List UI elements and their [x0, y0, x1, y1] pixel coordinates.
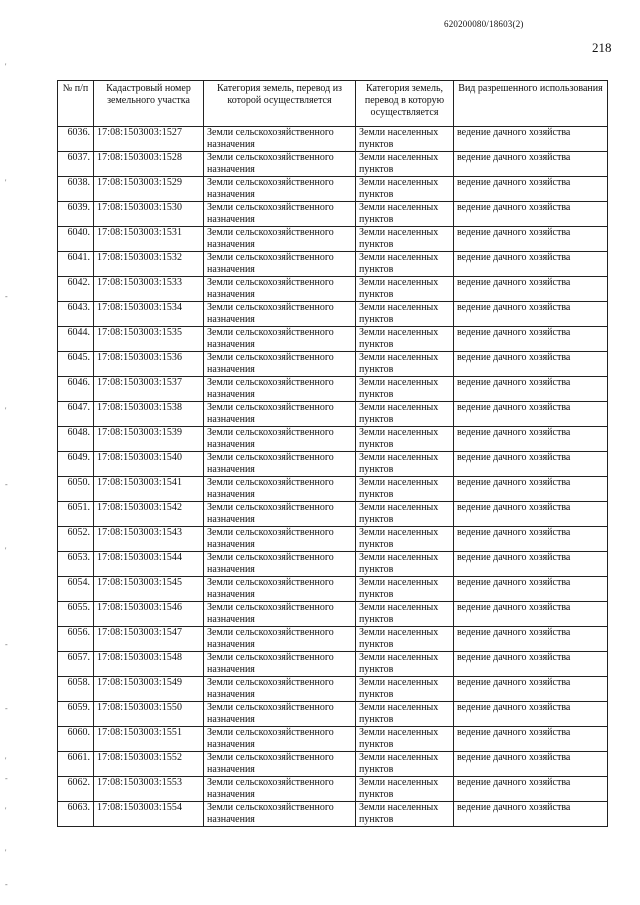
row-number: 6050.	[58, 477, 94, 502]
cadastral-number: 17:08:1503003:1549	[94, 677, 204, 702]
cadastral-number: 17:08:1503003:1536	[94, 352, 204, 377]
table-row	[58, 677, 608, 702]
category-from: Земли сельскохозяйственного назначения	[204, 527, 356, 552]
category-from: Земли сельскохозяйственного назначения	[204, 452, 356, 477]
category-to: Земли населенных пунктов	[356, 202, 454, 227]
permitted-use: ведение дачного хозяйства	[454, 777, 608, 802]
row-number: 6055.	[58, 602, 94, 627]
category-from: Земли сельскохозяйственного назначения	[204, 727, 356, 752]
category-to: Земли населенных пунктов	[356, 402, 454, 427]
cadastral-number: 17:08:1503003:1527	[94, 127, 204, 152]
permitted-use: ведение дачного хозяйства	[454, 552, 608, 577]
cadastral-number: 17:08:1503003:1538	[94, 402, 204, 427]
cadastral-number: 17:08:1503003:1544	[94, 552, 204, 577]
category-from: Земли сельскохозяйственного назначения	[204, 177, 356, 202]
column-header-category-from: Категория земель, перевод из которой осуществляется	[204, 81, 356, 127]
cadastral-number: 17:08:1503003:1552	[94, 752, 204, 777]
permitted-use: ведение дачного хозяйства	[454, 752, 608, 777]
category-from: Земли сельскохозяйственного назначения	[204, 402, 356, 427]
row-number: 6056.	[58, 627, 94, 652]
table-body	[58, 127, 608, 827]
permitted-use: ведение дачного хозяйства	[454, 202, 608, 227]
permitted-use: ведение дачного хозяйства	[454, 227, 608, 252]
row-number: 6045.	[58, 352, 94, 377]
category-to: Земли населенных пунктов	[356, 727, 454, 752]
permitted-use: ведение дачного хозяйства	[454, 702, 608, 727]
category-to: Земли населенных пунктов	[356, 477, 454, 502]
table-row	[58, 277, 608, 302]
scan-margin-mark: -	[5, 640, 8, 649]
table-row	[58, 802, 608, 827]
cadastral-number: 17:08:1503003:1545	[94, 577, 204, 602]
cadastral-number: 17:08:1503003:1529	[94, 177, 204, 202]
permitted-use: ведение дачного хозяйства	[454, 177, 608, 202]
cadastral-number: 17:08:1503003:1547	[94, 627, 204, 652]
category-to: Земли населенных пунктов	[356, 427, 454, 452]
cadastral-number: 17:08:1503003:1542	[94, 502, 204, 527]
permitted-use: ведение дачного хозяйства	[454, 252, 608, 277]
table-row	[58, 452, 608, 477]
permitted-use: ведение дачного хозяйства	[454, 652, 608, 677]
table-row	[58, 477, 608, 502]
category-to: Земли населенных пунктов	[356, 352, 454, 377]
table-row	[58, 727, 608, 752]
permitted-use: ведение дачного хозяйства	[454, 577, 608, 602]
cadastral-number: 17:08:1503003:1546	[94, 602, 204, 627]
cadastral-number: 17:08:1503003:1534	[94, 302, 204, 327]
category-to: Земли населенных пунктов	[356, 577, 454, 602]
row-number: 6058.	[58, 677, 94, 702]
permitted-use: ведение дачного хозяйства	[454, 377, 608, 402]
scan-margin-mark: -	[5, 704, 8, 713]
category-to: Земли населенных пунктов	[356, 552, 454, 577]
category-to: Земли населенных пунктов	[356, 777, 454, 802]
category-to: Земли населенных пунктов	[356, 452, 454, 477]
table-row	[58, 702, 608, 727]
cadastral-number: 17:08:1503003:1554	[94, 802, 204, 827]
category-from: Земли сельскохозяйственного назначения	[204, 502, 356, 527]
category-from: Земли сельскохозяйственного назначения	[204, 552, 356, 577]
category-to: Земли населенных пунктов	[356, 152, 454, 177]
row-number: 6052.	[58, 527, 94, 552]
scan-margin-mark: -	[5, 774, 8, 783]
category-from: Земли сельскохозяйственного назначения	[204, 427, 356, 452]
permitted-use: ведение дачного хозяйства	[454, 602, 608, 627]
row-number: 6060.	[58, 727, 94, 752]
row-number: 6053.	[58, 552, 94, 577]
row-number: 6054.	[58, 577, 94, 602]
permitted-use: ведение дачного хозяйства	[454, 127, 608, 152]
table-row	[58, 427, 608, 452]
row-number: 6044.	[58, 327, 94, 352]
cadastral-number: 17:08:1503003:1543	[94, 527, 204, 552]
category-from: Земли сельскохозяйственного назначения	[204, 252, 356, 277]
table-row	[58, 502, 608, 527]
category-to: Земли населенных пунктов	[356, 327, 454, 352]
cadastral-number: 17:08:1503003:1530	[94, 202, 204, 227]
scan-margin-mark: '	[5, 806, 7, 815]
scan-margin-mark: -	[5, 292, 8, 301]
category-from: Земли сельскохозяйственного назначения	[204, 752, 356, 777]
permitted-use: ведение дачного хозяйства	[454, 527, 608, 552]
category-to: Земли населенных пунктов	[356, 502, 454, 527]
category-from: Земли сельскохозяйственного назначения	[204, 377, 356, 402]
row-number: 6057.	[58, 652, 94, 677]
scan-margin-mark: '	[5, 62, 7, 71]
row-number: 6048.	[58, 427, 94, 452]
cadastral-number: 17:08:1503003:1548	[94, 652, 204, 677]
table-row	[58, 527, 608, 552]
permitted-use: ведение дачного хозяйства	[454, 727, 608, 752]
category-from: Земли сельскохозяйственного назначения	[204, 477, 356, 502]
category-to: Земли населенных пунктов	[356, 227, 454, 252]
page-number: 218	[592, 40, 612, 55]
table-row	[58, 252, 608, 277]
scan-margin-mark: -	[5, 880, 8, 889]
column-header-number: № п/п	[58, 81, 94, 127]
category-from: Земли сельскохозяйственного назначения	[204, 202, 356, 227]
permitted-use: ведение дачного хозяйства	[454, 152, 608, 177]
category-from: Земли сельскохозяйственного назначения	[204, 652, 356, 677]
category-from: Земли сельскохозяйственного назначения	[204, 152, 356, 177]
row-number: 6039.	[58, 202, 94, 227]
row-number: 6041.	[58, 252, 94, 277]
document-code: 620200080/18603(2)	[444, 19, 524, 29]
permitted-use: ведение дачного хозяйства	[454, 427, 608, 452]
cadastral-number: 17:08:1503003:1540	[94, 452, 204, 477]
row-number: 6049.	[58, 452, 94, 477]
scan-margin-mark: '	[5, 848, 7, 857]
permitted-use: ведение дачного хозяйства	[454, 277, 608, 302]
cadastral-number: 17:08:1503003:1537	[94, 377, 204, 402]
scan-margin-mark: '	[5, 546, 7, 555]
scan-margin-mark: '	[5, 178, 7, 187]
row-number: 6036.	[58, 127, 94, 152]
permitted-use: ведение дачного хозяйства	[454, 352, 608, 377]
category-to: Земли населенных пунктов	[356, 677, 454, 702]
cadastral-number: 17:08:1503003:1528	[94, 152, 204, 177]
row-number: 6046.	[58, 377, 94, 402]
cadastral-number: 17:08:1503003:1553	[94, 777, 204, 802]
table-row	[58, 652, 608, 677]
cadastral-number: 17:08:1503003:1550	[94, 702, 204, 727]
category-from: Земли сельскохозяйственного назначения	[204, 327, 356, 352]
cadastral-number: 17:08:1503003:1535	[94, 327, 204, 352]
cadastral-number: 17:08:1503003:1539	[94, 427, 204, 452]
scan-margin-mark: -	[5, 480, 8, 489]
table-row	[58, 552, 608, 577]
row-number: 6040.	[58, 227, 94, 252]
category-to: Земли населенных пунктов	[356, 177, 454, 202]
category-to: Земли населенных пунктов	[356, 527, 454, 552]
table-row	[58, 777, 608, 802]
row-number: 6038.	[58, 177, 94, 202]
column-header-category-to: Категория земель, перевод в которую осуществляется	[356, 81, 454, 127]
category-to: Земли населенных пунктов	[356, 377, 454, 402]
table-row	[58, 152, 608, 177]
category-from: Земли сельскохозяйственного назначения	[204, 302, 356, 327]
row-number: 6042.	[58, 277, 94, 302]
row-number: 6061.	[58, 752, 94, 777]
table-row	[58, 227, 608, 252]
row-number: 6043.	[58, 302, 94, 327]
cadastral-number: 17:08:1503003:1541	[94, 477, 204, 502]
row-number: 6047.	[58, 402, 94, 427]
category-from: Земли сельскохозяйственного назначения	[204, 227, 356, 252]
permitted-use: ведение дачного хозяйства	[454, 302, 608, 327]
permitted-use: ведение дачного хозяйства	[454, 677, 608, 702]
table-row	[58, 327, 608, 352]
scan-margin-mark: '	[5, 406, 7, 415]
permitted-use: ведение дачного хозяйства	[454, 452, 608, 477]
table-row	[58, 352, 608, 377]
row-number: 6063.	[58, 802, 94, 827]
category-to: Земли населенных пунктов	[356, 602, 454, 627]
permitted-use: ведение дачного хозяйства	[454, 477, 608, 502]
cadastral-number: 17:08:1503003:1532	[94, 252, 204, 277]
category-from: Земли сельскохозяйственного назначения	[204, 627, 356, 652]
category-from: Земли сельскохозяйственного назначения	[204, 777, 356, 802]
table-row	[58, 402, 608, 427]
category-from: Земли сельскохозяйственного назначения	[204, 277, 356, 302]
permitted-use: ведение дачного хозяйства	[454, 327, 608, 352]
category-to: Земли населенных пунктов	[356, 702, 454, 727]
category-from: Земли сельскохозяйственного назначения	[204, 352, 356, 377]
scan-margin-mark: '	[5, 756, 7, 765]
table-row	[58, 177, 608, 202]
row-number: 6062.	[58, 777, 94, 802]
category-from: Земли сельскохозяйственного назначения	[204, 127, 356, 152]
category-to: Земли населенных пунктов	[356, 127, 454, 152]
permitted-use: ведение дачного хозяйства	[454, 502, 608, 527]
category-from: Земли сельскохозяйственного назначения	[204, 577, 356, 602]
table-row	[58, 127, 608, 152]
category-from: Земли сельскохозяйственного назначения	[204, 602, 356, 627]
category-to: Земли населенных пунктов	[356, 802, 454, 827]
category-from: Земли сельскохозяйственного назначения	[204, 677, 356, 702]
table-header-row	[58, 81, 608, 127]
land-register-table	[57, 80, 608, 827]
cadastral-number: 17:08:1503003:1551	[94, 727, 204, 752]
cadastral-number: 17:08:1503003:1533	[94, 277, 204, 302]
category-to: Земли населенных пунктов	[356, 627, 454, 652]
category-to: Земли населенных пунктов	[356, 652, 454, 677]
table-row	[58, 302, 608, 327]
table-row	[58, 752, 608, 777]
column-header-cadastral-number: Кадастровый номер земельного участка	[94, 81, 204, 127]
category-from: Земли сельскохозяйственного назначения	[204, 702, 356, 727]
permitted-use: ведение дачного хозяйства	[454, 627, 608, 652]
table-row	[58, 602, 608, 627]
category-to: Земли населенных пунктов	[356, 277, 454, 302]
permitted-use: ведение дачного хозяйства	[454, 402, 608, 427]
table-row	[58, 377, 608, 402]
table-row	[58, 202, 608, 227]
permitted-use: ведение дачного хозяйства	[454, 802, 608, 827]
category-to: Земли населенных пунктов	[356, 302, 454, 327]
table-row	[58, 577, 608, 602]
row-number: 6037.	[58, 152, 94, 177]
row-number: 6059.	[58, 702, 94, 727]
cadastral-number: 17:08:1503003:1531	[94, 227, 204, 252]
row-number: 6051.	[58, 502, 94, 527]
category-to: Земли населенных пунктов	[356, 752, 454, 777]
category-from: Земли сельскохозяйственного назначения	[204, 802, 356, 827]
table-row	[58, 627, 608, 652]
column-header-permitted-use: Вид разрешенного использования	[454, 81, 608, 127]
category-to: Земли населенных пунктов	[356, 252, 454, 277]
